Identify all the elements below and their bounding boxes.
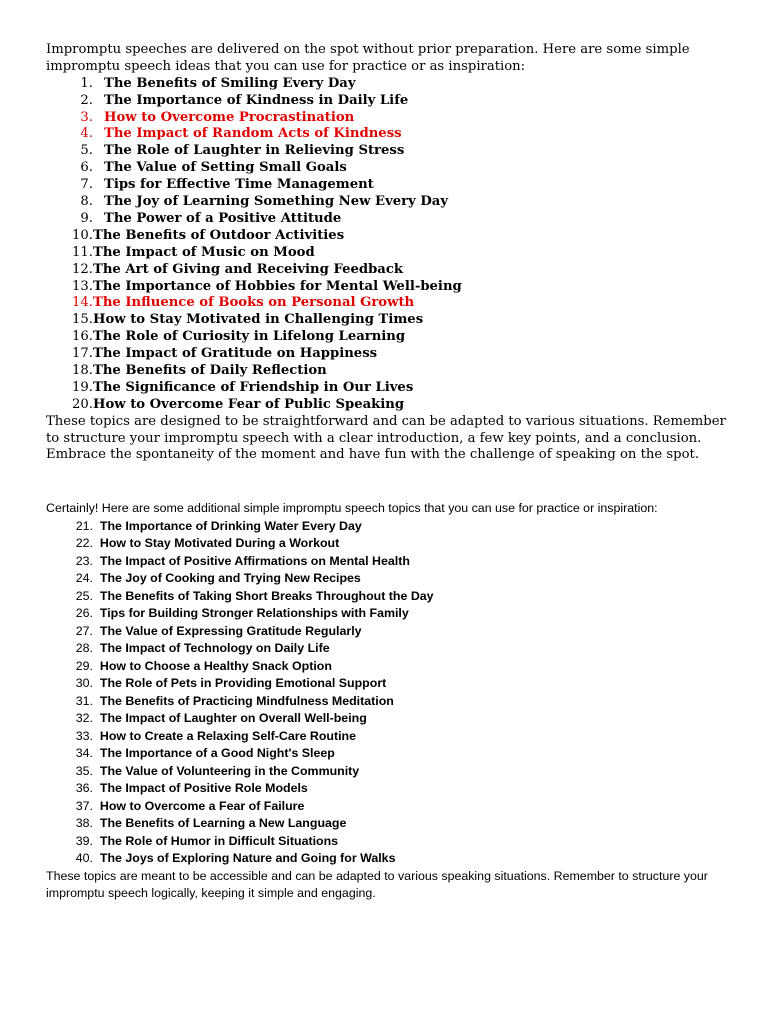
closing-paragraph: These topics are designed to be straightforward and can be adapted to various situations. Remember to structure your impromptu speech with a clear introduction, a few key points, and a conclusion. Embrace the spontaneity of the moment and have fun with the challenge of speaking on the spot. <box>46 413 726 463</box>
list-item: 10. The Benefits of Outdoor Activities <box>72 227 345 243</box>
list-item: 31. The Benefits of Practicing Mindfulness Meditation <box>75 693 394 708</box>
section-sans <box>46 500 736 903</box>
intro-paragraph: Impromptu speeches are delivered on the spot without prior preparation. Here are some simple impromptu speech ideas that you can use for practice or as inspiration: <box>46 42 690 74</box>
list-item: 30. The Role of Pets in Providing Emotional Support <box>75 676 387 690</box>
list-item: 16. The Role of Curiosity in Lifelong Learning <box>72 329 406 345</box>
topic-list-2 <box>46 518 736 868</box>
list-item: 21. The Importance of Drinking Water Every Day <box>75 518 362 533</box>
list-item: 29. How to Choose a Healthy Snack Option <box>75 658 332 673</box>
topic-list-1 <box>46 76 726 414</box>
list-item: 23. The Impact of Positive Affirmations on Mental Health <box>75 553 410 568</box>
list-item: 26. Tips for Building Stronger Relationships with Family <box>75 606 409 620</box>
list-item: 39. The Role of Humor in Difficult Situations <box>75 833 339 848</box>
list-item: 38. The Benefits of Learning a New Language <box>75 816 347 830</box>
list-item: 24. The Joy of Cooking and Trying New Recipes <box>75 571 361 585</box>
list-item: 28. The Impact of Technology on Daily Life <box>75 641 330 655</box>
list-item: 37. How to Overcome a Fear of Failure <box>75 798 305 813</box>
list-item: 20. How to Overcome Fear of Public Speaking <box>72 396 405 412</box>
list-item: 8. The Joy of Learning Something New Every Day <box>80 194 448 210</box>
list-item: 32. The Impact of Laughter on Overall Well-being <box>75 711 367 725</box>
list-item: 2. The Importance of Kindness in Daily Life <box>80 92 409 108</box>
list-item: 6. The Value of Setting Small Goals <box>80 160 347 176</box>
closing-paragraph-2: These topics are meant to be accessible and can be adapted to various speaking situations. Remember to structure your impromptu speech logically, keeping it simple and engaging. <box>46 868 708 900</box>
list-item: 11. The Impact of Music on Mood <box>72 244 315 260</box>
list-item: 17. The Impact of Gratitude on Happiness <box>72 346 378 362</box>
list-item-highlighted: 14. The Influence of Books on Personal Growth <box>72 295 415 311</box>
list-item-highlighted: 4. The Impact of Random Acts of Kindness <box>80 126 402 142</box>
list-item: 36. The Impact of Positive Role Models <box>75 781 308 795</box>
list-item: 35. The Value of Volunteering in the Community <box>75 763 360 778</box>
list-item: 19. The Significance of Friendship in Our Lives <box>72 379 414 395</box>
list-item: 18. The Benefits of Daily Reflection <box>72 362 327 378</box>
list-item: 25. The Benefits of Taking Short Breaks Throughout the Day <box>75 588 434 603</box>
intro-paragraph-2: Certainly! Here are some additional simple impromptu speech topics that you can use for practice or inspiration: <box>46 501 658 515</box>
list-item: 33. How to Create a Relaxing Self-Care Routine <box>75 728 357 743</box>
list-item: 27. The Value of Expressing Gratitude Regularly <box>75 623 362 638</box>
list-item: 12. The Art of Giving and Receiving Feedback <box>72 261 404 277</box>
list-item: 40. The Joys of Exploring Nature and Going for Walks <box>75 851 396 865</box>
list-item: 5. The Role of Laughter in Relieving Stress <box>80 143 405 159</box>
list-item: 13. The Importance of Hobbies for Mental Well-being <box>72 278 462 294</box>
list-item-highlighted: 3. How to Overcome Procrastination <box>80 109 355 125</box>
list-item: 22. How to Stay Motivated During a Workout <box>75 536 340 550</box>
section-serif <box>46 42 726 464</box>
list-item: 15. How to Stay Motivated in Challenging Times <box>72 312 424 328</box>
list-item: 7. Tips for Effective Time Management <box>80 177 374 193</box>
list-item: 1. The Benefits of Smiling Every Day <box>80 75 356 91</box>
list-item: 34. The Importance of a Good Night's Sleep <box>75 746 335 760</box>
list-item: 9. The Power of a Positive Attitude <box>80 210 342 226</box>
